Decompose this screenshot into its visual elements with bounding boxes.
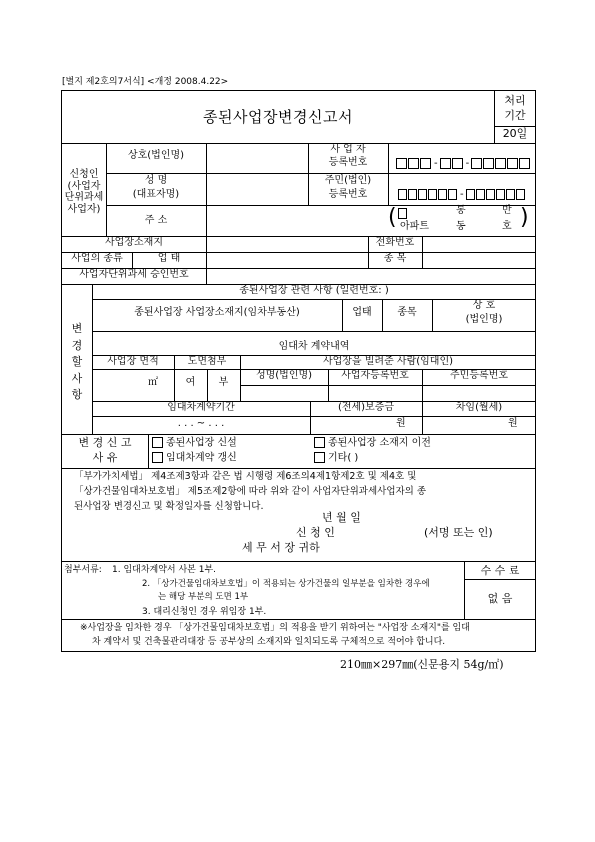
drawing-yes[interactable]: 여: [185, 377, 196, 388]
lessor-name-label: 성명(법인명): [255, 370, 313, 381]
fee-label: 수 수 료: [480, 564, 520, 577]
col-company-2: (법인명): [465, 314, 503, 325]
drawing-no[interactable]: 부: [218, 377, 229, 388]
regno-label-1: 주민(법인): [324, 175, 372, 186]
address-label: 주 소: [144, 215, 168, 226]
area-unit: ㎡: [148, 377, 158, 388]
address-dong: 동: [456, 221, 466, 232]
lease-header: 임대차 계약내역: [278, 341, 350, 352]
biz-kind-label: 업 태: [157, 253, 181, 264]
company-name-value[interactable]: [207, 144, 307, 173]
address-paren-open: (: [388, 205, 397, 230]
deposit-label: (전세)보증금: [337, 402, 395, 413]
col-item: 종목: [397, 307, 417, 318]
related-header: 종된사업장 관련 사항 (일련번호: ): [239, 285, 389, 296]
processing-label-1: 처리: [504, 94, 526, 107]
reason-label-1: 변 경 신 고: [78, 436, 132, 449]
bizno-label-1: 사 업 자: [330, 144, 366, 155]
statement-sign[interactable]: (서명 또는 인): [424, 526, 493, 539]
checkbox[interactable]: [152, 437, 163, 448]
remark-line-1: ※사업장을 임차한 경우 「상가건물임대차보호법」의 적용을 받기 위하여는 "사업장 소재지"를 임대: [80, 623, 470, 633]
checkbox[interactable]: [314, 437, 325, 448]
paper-spec: 210㎜×297㎜(신문용지 54g/㎡): [340, 658, 504, 671]
attachment-2a: 2. 「상가건물임대차보호법」이 적용되는 상가건물의 일부분을 임차한 경우에: [142, 579, 430, 589]
lessor-regno-label: 주민등록번호: [450, 370, 508, 381]
approval-no-label: 사업자단위과세 승인번호: [79, 269, 189, 280]
checkbox[interactable]: [314, 452, 325, 463]
attachments-label: 첨부서류:: [64, 565, 102, 575]
processing-label-2: 기간: [504, 109, 526, 122]
address-tong: 통: [456, 205, 466, 216]
reason-label-2: 사 유: [92, 451, 118, 464]
checkbox[interactable]: [152, 452, 163, 463]
reason-opt-new[interactable]: 종된사업장 신설: [152, 437, 237, 449]
statement-date[interactable]: 년 월 일: [322, 511, 361, 524]
statement-line-1: 「부가가치세법」 제4조제3항과 같은 법 시행령 제6조의4제1항제2호 및 제4호 및: [74, 471, 417, 482]
statement-line-3: 된사업장 변경신고 및 확정일자를 신청합니다.: [74, 501, 264, 512]
remark-line-2: 차 계약서 및 건축물관리대장 등 공부상의 소재지와 일치되도록 구체적으로 적어야 합니다.: [92, 637, 446, 647]
bizno-field[interactable]: - -: [396, 153, 531, 172]
processing-days: 20일: [502, 127, 528, 140]
attachment-2b: 는 해당 부분의 도면 1부: [158, 592, 249, 602]
biz-item-label: 종 목: [383, 253, 407, 264]
address-paren-close: ): [520, 205, 529, 230]
regno-field[interactable]: -: [398, 184, 535, 222]
address-ban: 반: [502, 205, 512, 216]
area-label: 사업장 면적: [107, 356, 159, 367]
col-location: 종된사업장 사업장소재지(임차부동산): [134, 307, 300, 318]
bizno-label-2: 등록번호: [328, 157, 368, 168]
change-section-label: 변경할사항: [71, 322, 83, 401]
period-value[interactable]: . . . ~ . . .: [177, 418, 225, 429]
form-ref: [별지 제2호의7서식] <개정 2008.4.22>: [62, 77, 229, 87]
rent-label: 차임(월세): [455, 402, 503, 413]
period-label: 임대차계약기간: [167, 402, 235, 413]
reason-opt-other[interactable]: 기타( ): [314, 452, 358, 464]
reason-opt-move[interactable]: 종된사업장 소재지 이전: [314, 437, 431, 449]
phone-label: 전화번호: [375, 237, 415, 248]
attachment-1: 1. 임대차계약서 사본 1부.: [112, 565, 217, 575]
attachment-3: 3. 대리신청인 경우 위임장 1부.: [142, 607, 267, 617]
address-apt: 아파트: [400, 221, 429, 232]
drawing-label: 도면첨부: [187, 356, 227, 367]
fee-value: 없 음: [487, 592, 513, 605]
regno-label-2: 등록번호: [328, 189, 368, 200]
address-ho: 호: [502, 221, 512, 232]
reason-opt-renew[interactable]: 임대차계약 갱신: [152, 452, 237, 464]
name-value[interactable]: [207, 174, 307, 204]
company-name-label: 상호(법인명): [127, 150, 185, 161]
statement-line-2: 「상가건물임대차보호법」 제5조제2항에 따라 위와 같이 사업자단위과세사업자의 종: [74, 486, 427, 497]
deposit-won: 원: [396, 418, 406, 429]
biz-type-label: 사업의 종류: [71, 253, 123, 264]
form: [61, 90, 536, 652]
applicant-section-label: 신청인 (사업자 단위과세 사업자): [64, 169, 104, 215]
col-company-1: 상 호: [472, 300, 496, 311]
form-title: 종된사업장변경신고서: [203, 108, 353, 126]
lessor-bizno-label: 사업자등록번호: [341, 370, 409, 381]
lessor-label: 사업장을 빌려준 사람(임대인): [322, 356, 454, 367]
rent-won: 원: [508, 418, 518, 429]
name-label-2: (대표자명): [132, 189, 180, 200]
col-biz-kind: 업태: [352, 307, 372, 318]
statement-applicant: 신 청 인: [296, 526, 335, 539]
biz-location-label: 사업장소재지: [105, 237, 163, 248]
name-label-1: 성 명: [144, 175, 168, 186]
statement-recipient: 세 무 서 장 귀하: [242, 541, 320, 554]
